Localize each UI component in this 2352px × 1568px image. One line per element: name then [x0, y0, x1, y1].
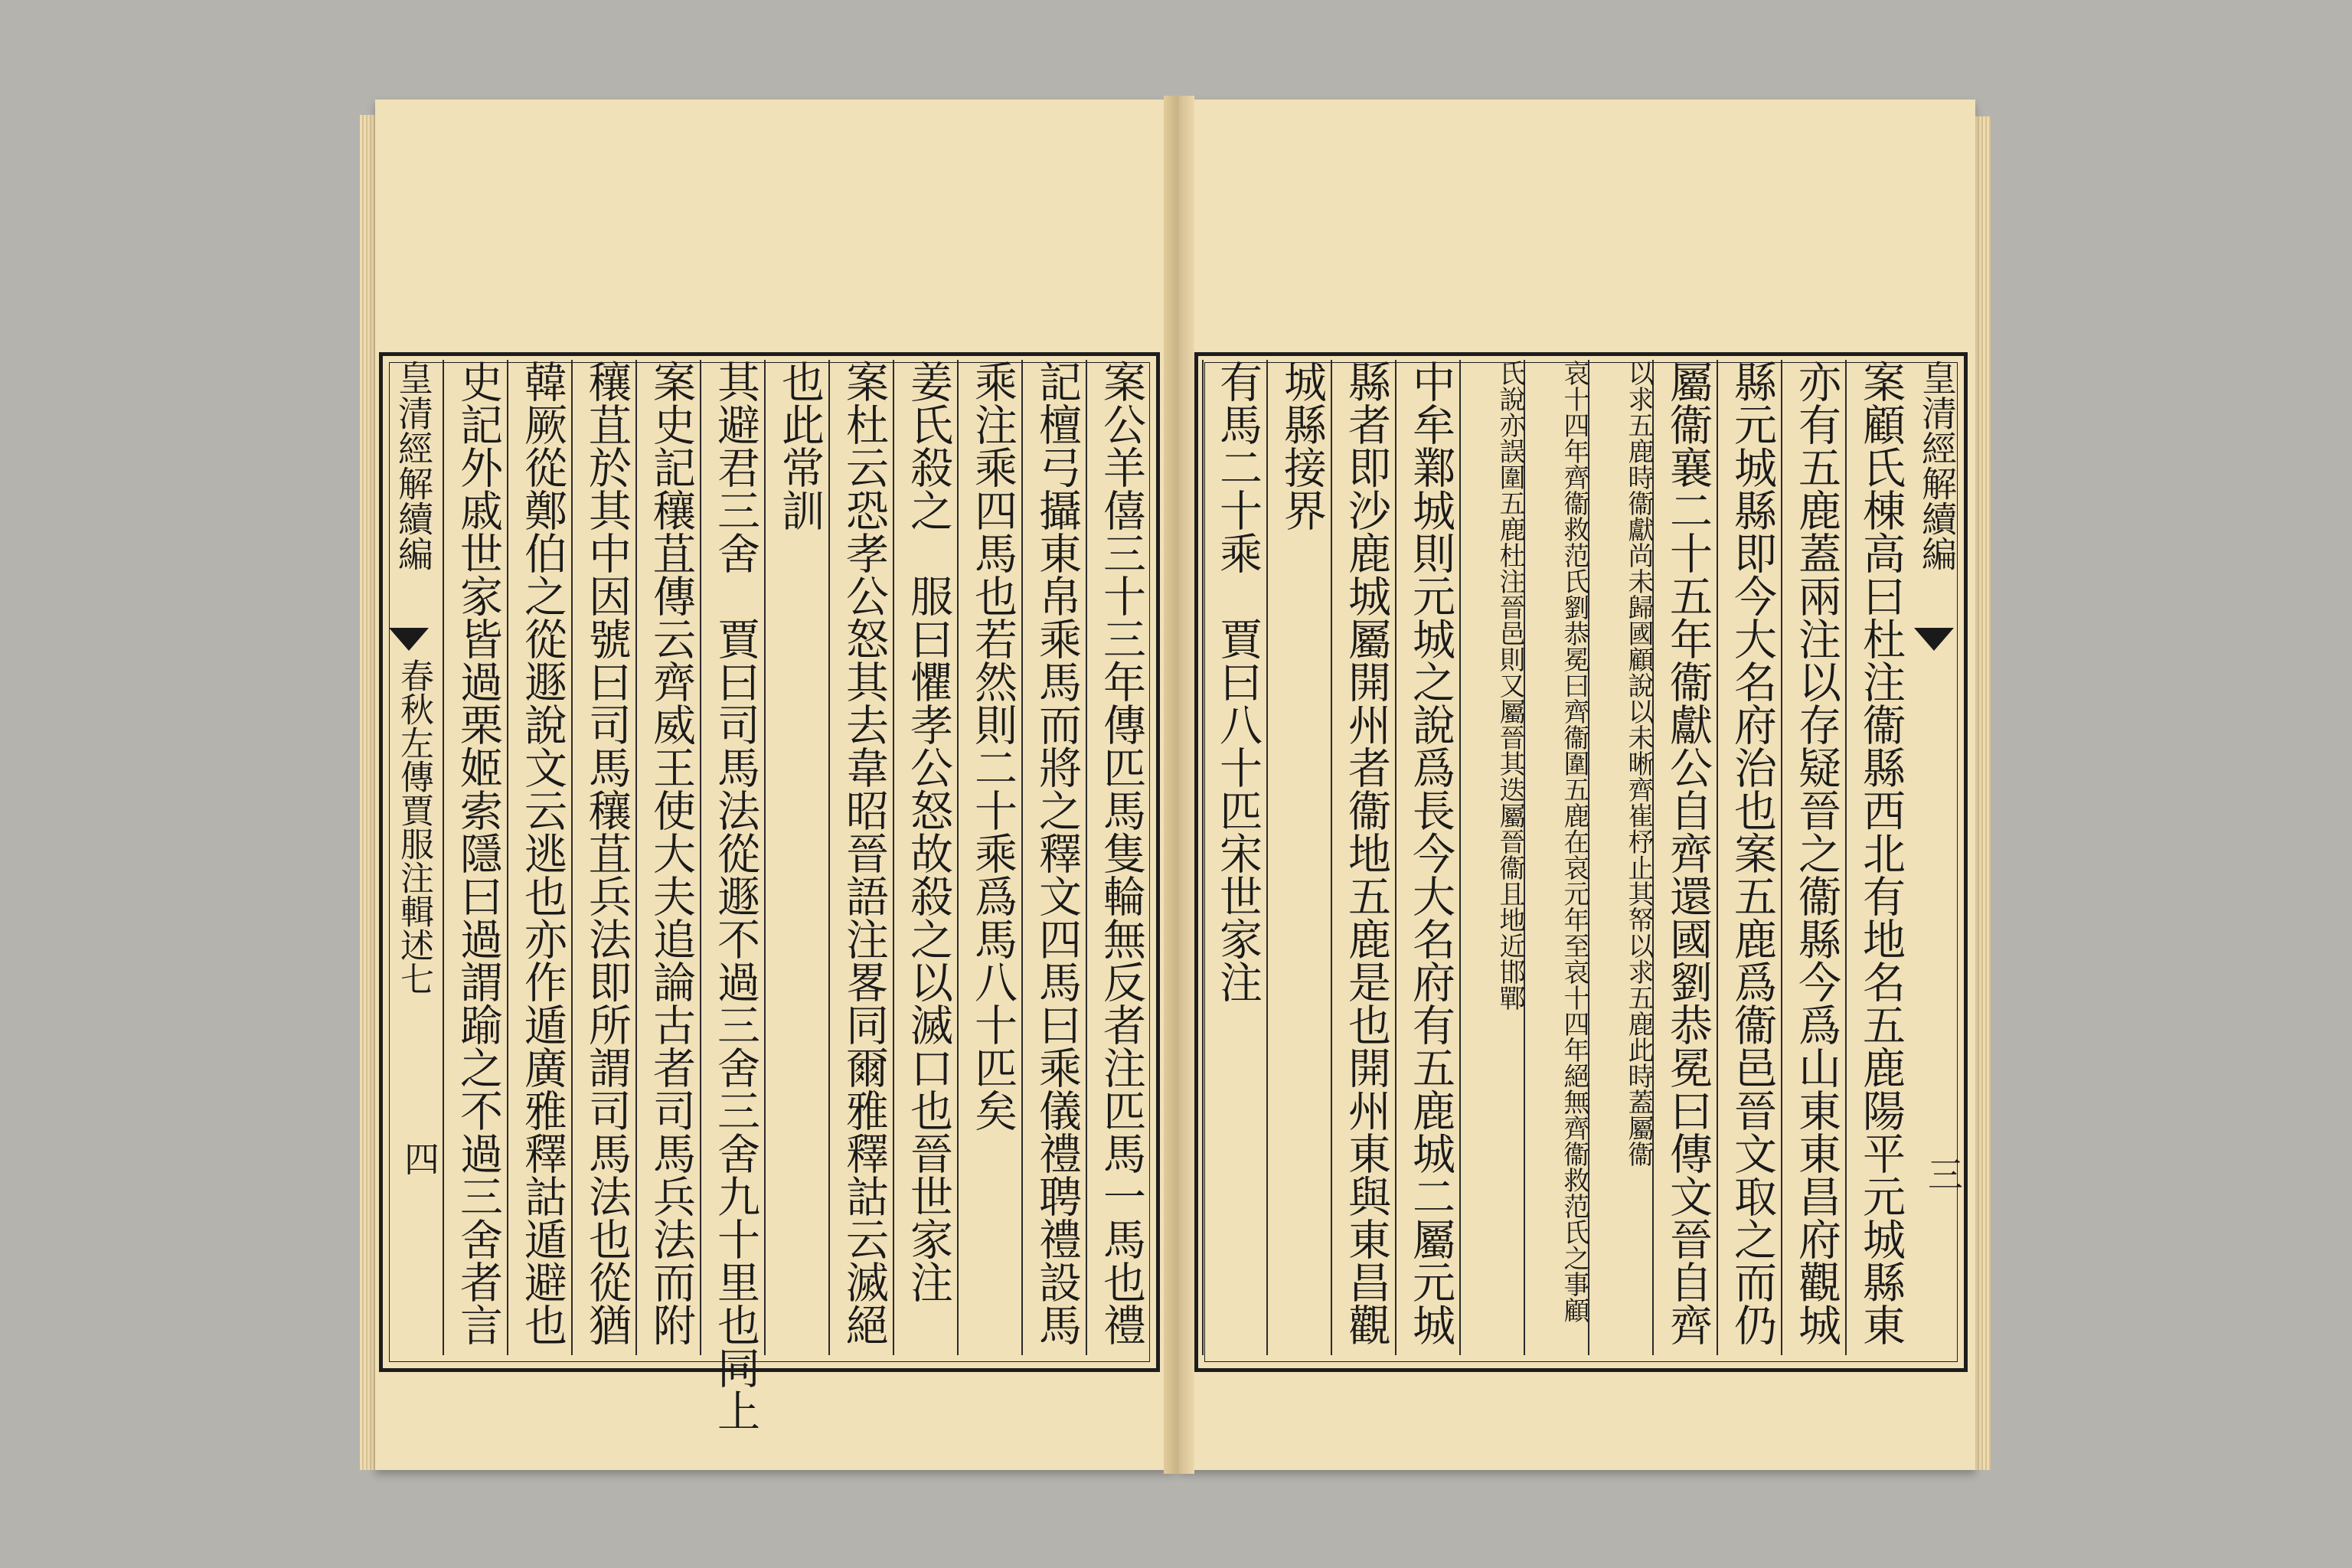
left-column-4: 姜氏殺之 服曰懼孝公怒故殺之以滅口也晉世家注 — [893, 360, 957, 1355]
right-margin-title: 皇清經解續編 — [1916, 360, 1958, 571]
right-column-4: 屬衞襄二十五年衞獻公自齊還國劉恭冕曰傳文晉自齊 — [1652, 360, 1717, 1355]
left-page-number: 四 — [399, 1141, 440, 1176]
right-column-1: 案顧氏棟高曰杜注衞縣西北有地名五鹿陽平元城縣東 — [1845, 360, 1909, 1355]
left-column-8: 案史記穰苴傳云齊威王使大夫追論古者司馬兵法而附 — [635, 360, 700, 1355]
fishtail-mark — [1914, 628, 1954, 651]
right-page-number: 三 — [1922, 1156, 1964, 1191]
fishtail-mark — [389, 628, 429, 651]
left-column-6: 也此常訓 — [764, 360, 828, 1355]
left-column-10: 韓厥從鄭伯之從遯說文云逃也亦作遁廣雅釋詁遁避也 — [507, 360, 571, 1355]
right-column-10: 城縣接界 — [1266, 360, 1331, 1355]
left-column-11: 史記外戚世家皆過栗姬索隱曰過謂踰之不過三舍者言 — [443, 360, 507, 1355]
left-margin-title: 皇清經解續編 — [393, 360, 434, 571]
left-column-7: 其避君三舍 賈曰司馬法從遯不過三舍三舍九十里也同上 — [700, 360, 764, 1355]
right-column-7: 氏說亦誤圍五鹿杜注晉邑則又屬晉其迭屬晉衞且地近邯鄲 — [1459, 360, 1524, 1355]
right-column-3: 縣元城縣即今大名府治也案五鹿爲衞邑晉文取之而仍 — [1717, 360, 1781, 1355]
left-column-9: 穰苴於其中因號曰司馬穰苴兵法即所謂司馬法也從猶 — [571, 360, 635, 1355]
right-column-6: 哀十四年齊衞救范氏劉恭冕曰齊衞圍五鹿在哀元年至哀十四年絕無齊衞救范氏之事顧 — [1524, 360, 1588, 1355]
left-margin-subtitle: 春秋左傳賈服注輯述七 — [394, 658, 433, 995]
left-column-2: 記檀弓攝東帛乘馬而將之釋文四馬曰乘儀禮聘禮設馬 — [1021, 360, 1086, 1355]
right-column-9: 縣者即沙鹿城屬開州者衞地五鹿是也開州東與東昌觀 — [1331, 360, 1395, 1355]
left-column-1: 案公羊僖三十三年傳匹馬隻輪無反者注匹馬一馬也禮 — [1086, 360, 1150, 1355]
left-column-3: 乘注乘四馬也若然則二十乘爲馬八十匹矣 — [957, 360, 1021, 1355]
right-column-2: 亦有五鹿蓋兩注以存疑晉之衞縣今爲山東東昌府觀城 — [1781, 360, 1845, 1355]
right-column-8: 中牟鄴城則元城之說爲長今大名府有五鹿城二屬元城 — [1395, 360, 1459, 1355]
book-gutter — [1164, 96, 1194, 1474]
left-column-5: 案杜云恐孝公怒其去韋昭晉語注畧同爾雅釋詁云滅絕 — [828, 360, 893, 1355]
right-column-5: 以求五鹿時衞獻尚未歸國顧說以未晰齊崔杼止其帑以求五鹿此時蓋屬衞 — [1588, 360, 1652, 1355]
right-column-11: 有馬二十乘 賈曰八十匹宋世家注 — [1202, 360, 1266, 1355]
